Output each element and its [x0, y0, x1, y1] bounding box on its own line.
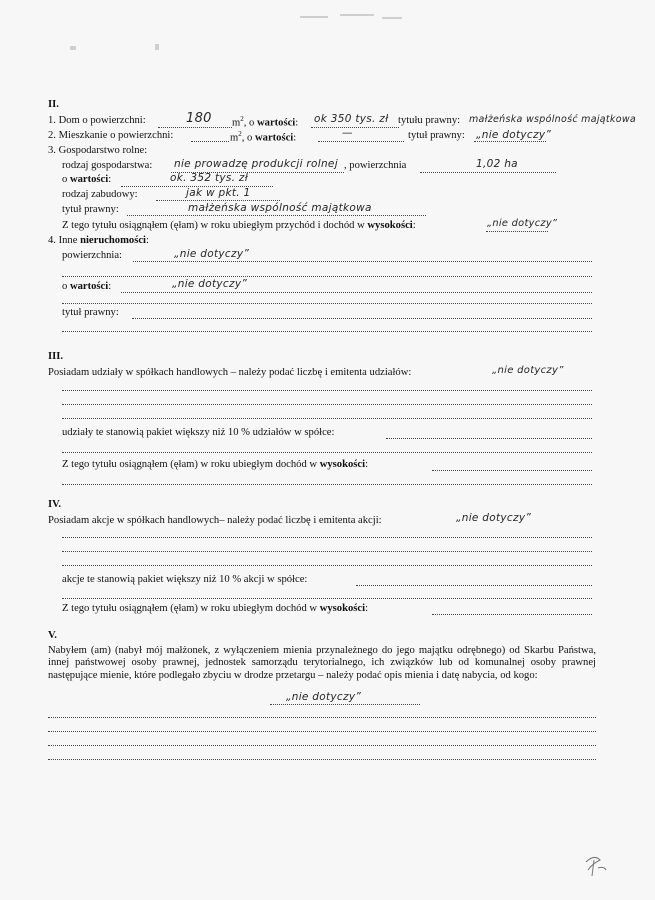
- house-area-value: 180: [186, 111, 212, 126]
- handwritten-initials: [580, 848, 610, 878]
- house-area-label: 1. Dom o powierzchni:: [48, 115, 146, 126]
- scan-artifact: [340, 14, 374, 16]
- acquisition-paragraph: Nabyłem (am) (nabył mój małżonek, z wyłączeniem mienia przynależnego do jego majątku odrębnego) od Skarbu Państwa, innej państwowej osoby prawnej, jednostek samorządu terytorialnego, ich związków lub od komunalnej osoby prawnej następujące mienie, które podlegało zbyciu w drodze przetargu – należy podać opis mienia i datę nabycia, od kogo:: [48, 645, 596, 681]
- other-title-label: tytuł prawny:: [62, 307, 119, 318]
- stock-income-label: Z tego tytułu osiągnąłem (ęłam) w roku ubiegłym dochód w wysokości:: [62, 603, 369, 614]
- section-heading: V.: [48, 630, 57, 641]
- house-value: ok 350 tys. zł: [314, 113, 389, 125]
- farm-building-label: rodzaj zabudowy:: [62, 189, 138, 200]
- other-property-label: 4. Inne nieruchomości:: [48, 235, 149, 246]
- other-area-label: powierzchnia:: [62, 250, 123, 261]
- stock-value: „nie dotyczy”: [456, 512, 532, 524]
- other-value: „nie dotyczy”: [172, 278, 248, 290]
- farm-income-label: Z tego tytułu osiągnąłem (ęłam) w roku ubiegłym przychód i dochód w wysokości:: [62, 220, 416, 231]
- apartment-title: „nie dotyczy”: [476, 129, 552, 141]
- other-area: „nie dotyczy”: [174, 248, 250, 260]
- scan-artifact: [382, 17, 402, 19]
- house-title-label: tytułu prawny:: [398, 115, 461, 126]
- other-value-label: o wartości:: [62, 281, 112, 292]
- apartment-title-label: tytuł prawny:: [408, 130, 465, 141]
- farm-area-label: , powierzchnia: [344, 160, 407, 171]
- farm-title: małżeńska wspólność majątkowa: [188, 202, 372, 214]
- acquisition-answer: „nie dotyczy”: [286, 691, 362, 703]
- farm-area: 1,02 ha: [476, 158, 518, 170]
- farm-title-label: tytuł prawny:: [62, 204, 119, 215]
- shares-value: „nie dotyczy”: [492, 365, 564, 376]
- stock-label: Posiadam akcje w spółkach handlowych– należy podać liczbę i emitenta akcji:: [48, 515, 382, 526]
- farm-type-label: rodzaj gospodarstwa:: [62, 160, 153, 171]
- section-heading: II.: [48, 99, 59, 110]
- house-value-label: $m^2$, o wartości:: [232, 115, 299, 129]
- scan-artifact: [155, 44, 159, 50]
- shares-income-label: Z tego tytułu osiągnąłem (ęłam) w roku ubiegłym dochód w wysokości:: [62, 459, 369, 470]
- shares-label: Posiadam udziały w spółkach handlowych – należy podać liczbę i emitenta udziałów:: [48, 367, 412, 378]
- scan-artifact: [300, 16, 328, 18]
- apartment-value-label: $m^2$, o wartości:: [230, 130, 297, 144]
- scan-artifact: [70, 46, 76, 50]
- apartment-area-label: 2. Mieszkanie o powierzchni:: [48, 130, 174, 141]
- farm-label: 3. Gospodarstwo rolne:: [48, 145, 148, 156]
- section-heading: IV.: [48, 499, 62, 510]
- apartment-value: —: [342, 127, 353, 139]
- house-title: małżeńska wspólność majątkowa: [469, 114, 637, 125]
- stock-package-label: akcje te stanowią pakiet większy niż 10 % akcji w spółce:: [62, 574, 308, 585]
- farm-value-label: o wartości:: [62, 174, 112, 185]
- farm-value: ok. 352 tys. zł: [170, 172, 249, 184]
- farm-building: jak w pkt. 1: [186, 187, 251, 199]
- farm-income: „nie dotyczy”: [487, 218, 558, 229]
- section-heading: III.: [48, 351, 64, 362]
- shares-package-label: udziały te stanowią pakiet większy niż 10 % udziałów w spółce:: [62, 427, 335, 438]
- farm-type: nie prowadzę produkcji rolnej: [174, 158, 338, 170]
